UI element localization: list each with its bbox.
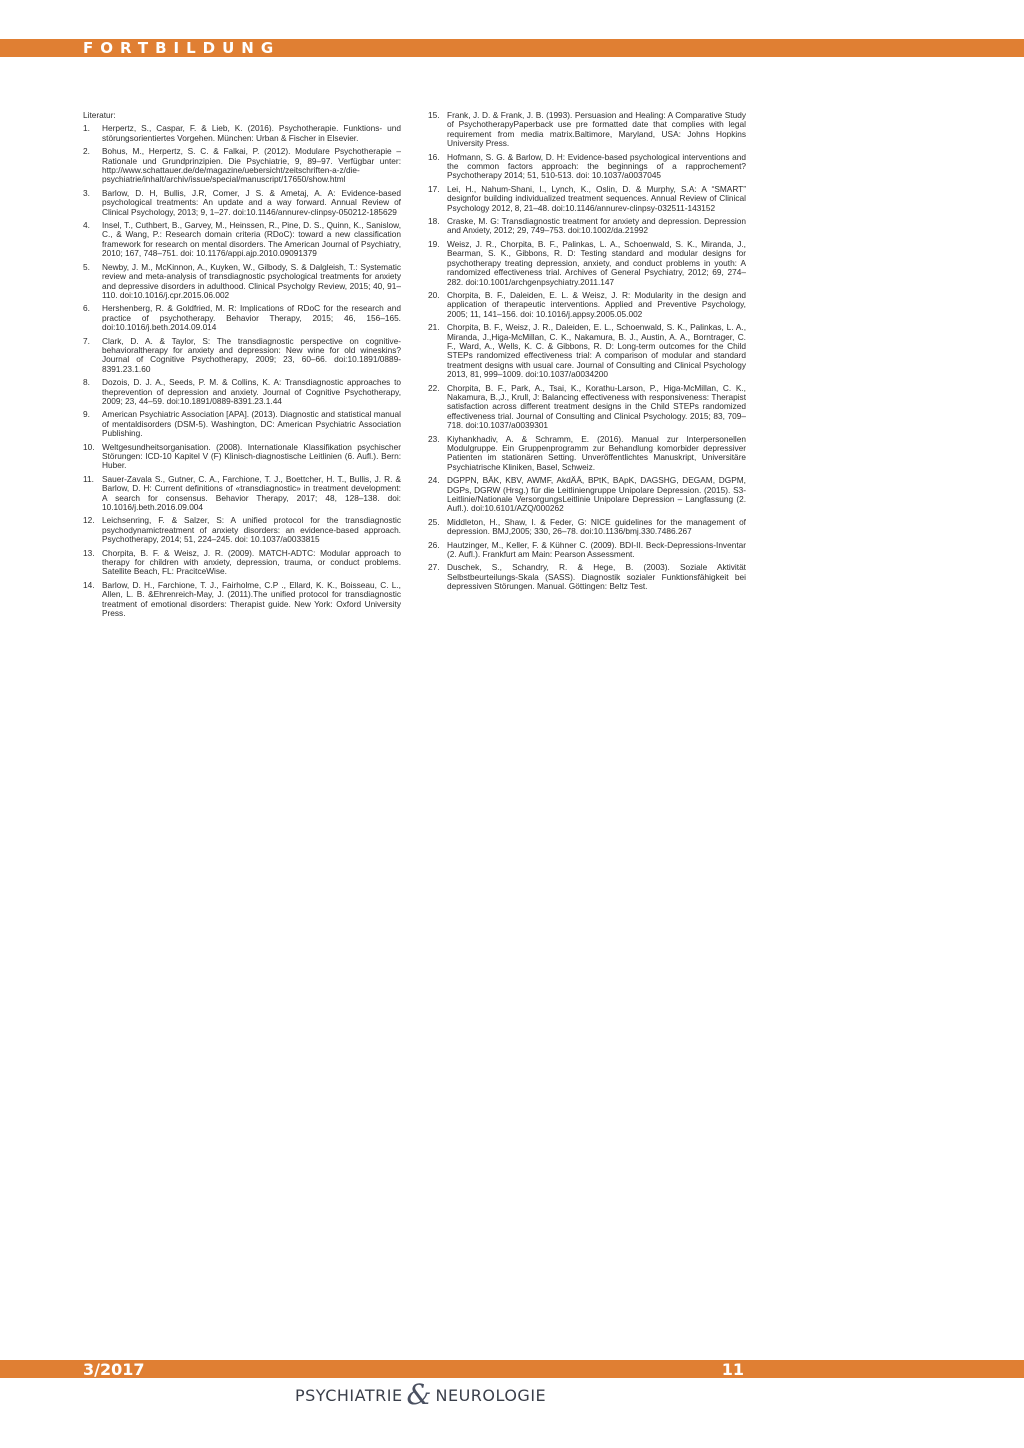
reference-text: Chorpita, B. F., Park, A., Tsai, K., Korathu-Larson, P., Higa-McMillan, C. K., Nakamura, B.,J., Krull, J: Balancing effectiveness with responsiveness: Therapist satisfaction across different treatment designs in the Child STEPs randomized effectiveness trial. Journal of Consulting and Clinical Psychology. 2015; 83, 709–718. doi:10.1037/a0039301 [447, 382, 746, 431]
reference-number: 16. [428, 151, 440, 162]
reference-item [83, 147, 401, 185]
reference-item [83, 221, 401, 259]
reference-text: Kiyhankhadiv, A. & Schramm, E. (2016). Manual zur Interpersonellen Modulgruppe. Ein Gruppenprogramm zur Behandlung komorbider depressiver Patienten im stationären Setting. Unveröffentlichtes Manuskript, Universitäre Psychiatrische Kliniken, Basel, Schweiz. [447, 433, 746, 472]
reference-item [83, 189, 401, 217]
reference-number: 11. [83, 473, 94, 484]
reference-item [83, 410, 401, 438]
reference-number: 9. [83, 409, 90, 420]
reference-text: Newby, J. M., McKinnon, A., Kuyken, W., Gilbody, S. & Dalgleish, T.: Systematic review and meta-analysis of transdiagnostic psychological treatments for anxiety and depressive disorders in adulthood. Clinical Psycholgy Review, 2015; 40, 91–110. doi:10.1016/j.cpr.2015.06.002 [102, 261, 401, 300]
reference-number: 17. [428, 183, 440, 194]
reference-text: Weisz, J. R., Chorpita, B. F., Palinkas, L. A., Schoenwald, S. K., Miranda, J., Bearman, S. K., Gibbons, R. D: Testing standard and modular designs for psychotherapy treating depression, anxiety, and conduct problems in youth: A randomized effectiveness trial. Archives of General Psychiatry, 2012; 69, 274–282. doi:10.1001/archgenpsychiatry.2011.147 [447, 238, 746, 287]
reference-number: 26. [428, 539, 440, 550]
reference-number: 2. [83, 146, 90, 157]
reference-text: Chorpita, B. F., Daleiden, E. L. & Weisz, J. R: Modularity in the design and application of therapeutic interventions. Applied and Preventive Psychology, 2005; 11, 141–156. doi: 10.1016/j.appsy.2005.05.002 [447, 289, 746, 319]
reference-text: American Psychiatric Association [APA]. (2013). Diagnostic and statistical manual of mentaldisorders (DSM-5). Washington, DC: American Psychiatric Association Publishing. [102, 409, 401, 439]
reference-number: 6. [83, 303, 90, 314]
reference-number: 10. [83, 441, 95, 452]
reference-text: Weltgesundheitsorganisation. (2008). Internationale Klassifikation psychischer Störungen: ICD-10 Kapitel V (F) Klinisch-diagnostische Leitlinien (6. Aufl.). Bern: Huber. [102, 441, 401, 471]
reference-text: Craske, M. G: Transdiagnostic treatment for anxiety and depression. Depression and Anxiety, 2012; 29, 749–753. doi:10.1002/da.21992 [447, 216, 746, 236]
reference-item [83, 443, 401, 471]
reference-text: Herpertz, S., Caspar, F. & Lieb, K. (2016). Psychotherapie. Funktions- und störungsorientiertes Vorgehen. München: Urban & Fischer in Elsevier. [102, 123, 401, 143]
reference-number: 5. [83, 261, 90, 272]
reference-text: Middleton, H., Shaw, I. & Feder, G: NICE guidelines for the management of depression. BMJ,2005; 330, 26–78. doi:10.1136/bmj.330.7486.267 [447, 516, 746, 537]
reference-item [83, 549, 401, 577]
reference-number: 14. [83, 579, 95, 590]
reference-item [428, 291, 746, 319]
reference-text: DGPPN, BÄK, KBV, AWMF, AkdÄÄ, BPtK, BApK, DAGSHG, DEGAM, DGPM, DGPs, DGRW (Hrsg.) für die Leitliniengruppe Unipolare Depression. (2015). S3-Leitlinie/Nationale VersorgungsLeitlinie Unipolare Depression – Langfassung (2. Aufl.). doi:10.6101/AZQ/000262 [447, 475, 746, 514]
reference-text: Clark, D. A. & Taylor, S: The transdiagnostic perspective on cognitive-behavioraltherapy for anxiety and depression: New wine for old wineskins? Journal of Cognitive Psychotherapy, 2009; 23, 60–66. doi:10.1891/0889-8391.23.1.60 [102, 335, 401, 374]
section-title: FORTBILDUNG [83, 39, 281, 57]
page-number: 11 [721, 1360, 744, 1379]
reference-number: 25. [428, 516, 440, 527]
reference-item [83, 475, 401, 513]
reference-text: Chorpita, B. F., Weisz, J. R., Daleiden, E. L., Schoenwald, S. K., Palinkas, L. A., Miranda, J.,Higa-McMillan, C. K., Nakamura, B. J., Austin, A. A., Borntrager, C. F., Ward, A., Wells, K. C. & Gibbons, R. D: Long-term outcomes for the Child STEPs randomized effectiveness trial: A comparison of modular and standard treatment designs with usual care. Journal of Consulting and Clinical Psychology 2013, 81, 999–1009. doi:10.1037/a0034200 [447, 322, 746, 380]
journal-ampersand: & [406, 1378, 432, 1411]
journal-logo [295, 1380, 546, 1410]
reference-number: 22. [428, 382, 440, 393]
reference-item [428, 111, 746, 149]
reference-text: Hautzinger, M., Keller, F. & Kühner C. (2009). BDI-II. Beck-Depressions-Inventar (2. Aufl.). Frankfurt am Main: Pearson Assessment. [447, 539, 746, 560]
issue-number: 3/2017 [83, 1360, 145, 1379]
reference-list-right [428, 111, 746, 592]
reference-text: Lei, H., Nahum-Shani, I., Lynch, K., Oslin, D. & Murphy, S.A: A “SMART” designfor building individualized treatment sequences. Annual Review of Clinical Psychology 2012, 8, 21–48. doi:10.1146/annurev-clinpsy-032511-143152 [447, 183, 746, 213]
reference-number: 20. [428, 289, 440, 300]
reference-text: Barlow, D. H., Farchione, T. J., Fairholme, C.P ., Ellard, K. K., Boisseau, C. L., Allen, L. B. &Ehrenreich-May, J. (2011).The unified protocol for transdiagnostic treatment of emotional disorders: Therapist guide. New York: Oxford University Press. [102, 579, 401, 619]
reference-number: 21. [428, 322, 440, 333]
reference-text: Frank, J. D. & Frank, J. B. (1993). Persuasion and Healing: A Comparative Study of PsychotherapyPaperback use pre formatted date that complies with legal requirement from media matrix.Baltimore, Maryland, USA: Johns Hopkins University Press. [447, 110, 746, 149]
reference-item [428, 185, 746, 213]
references-right-column [428, 111, 746, 596]
reference-item [428, 563, 746, 591]
reference-item [428, 240, 746, 287]
reference-number: 24. [428, 475, 440, 486]
reference-number: 13. [83, 547, 95, 558]
footer-bar [0, 1360, 1024, 1378]
reference-item [428, 384, 746, 431]
reference-item [83, 337, 401, 375]
reference-number: 7. [83, 335, 90, 346]
reference-list-left [83, 124, 401, 618]
references-left-column [83, 111, 401, 623]
reference-number: 3. [83, 187, 90, 198]
reference-item [83, 124, 401, 143]
reference-item [83, 516, 401, 544]
reference-number: 4. [83, 220, 90, 231]
reference-item [428, 476, 746, 514]
reference-item [83, 263, 401, 301]
reference-text: Sauer-Zavala S., Gutner, C. A., Farchione, T. J., Boettcher, H. T., Bullis, J. R. & Barlow, D. H: Current definitions of «transdiagnostic» in treatment development: A search for consensus. Behavior Therapy, 2017; 48, 128–138. doi: 10.1016/j.beth.2016.09.004 [102, 473, 401, 513]
reference-number: 8. [83, 377, 90, 388]
reference-item [428, 153, 746, 181]
reference-item [83, 378, 401, 406]
reference-text: Bohus, M., Herpertz, S. C. & Falkai, P. (2012). Modulare Psychotherapie – Rationale und Grundprinzipien. Die Psychiatrie, 9, 89–97. Verfügbar unter: http://www.schattauer.de/de/magazine/uebersicht/zeitschriften-a-z/die-psychiatrie/inhalt/archiv/issue/special/manuscript/17650/show.html [102, 146, 401, 185]
reference-item [83, 304, 401, 332]
reference-number: 1. [83, 123, 90, 134]
reference-text: Barlow, D. H, Bullis, J.R, Comer, J S. & Ametaj, A. A: Evidence-based psychological treatments: An update and a way forward. Annual Review of Clinical Psychology, 2013; 9, 1–27. doi:10.1146/annurev-clinpsy-050212-185629 [102, 187, 401, 217]
reference-item [428, 217, 746, 236]
reference-item [428, 541, 746, 560]
reference-item [428, 518, 746, 537]
reference-text: Hershenberg, R. & Goldfried, M. R: Implications of RDoC for the research and practice of psychotherapy. Behavior Therapy, 2015; 46, 156–165. doi:10.1016/j.beth.2014.09.014 [102, 303, 401, 333]
reference-item [83, 581, 401, 619]
journal-name-part2: NEUROLOGIE [435, 1385, 547, 1405]
reference-number: 27. [428, 562, 440, 573]
reference-text: Chorpita, B. F. & Weisz, J. R. (2009). MATCH-ADTC: Modular approach to therapy for children with anxiety, depression, trauma, or conduct problems. Satellite Beach, FL: PracitceWise. [102, 547, 401, 577]
journal-name-part1: PSYCHIATRIE [295, 1385, 403, 1405]
reference-number: 18. [428, 216, 440, 227]
reference-item [428, 323, 746, 379]
reference-number: 19. [428, 238, 440, 249]
reference-number: 12. [83, 515, 95, 526]
reference-number: 23. [428, 433, 440, 444]
references-heading: Literatur: [83, 110, 116, 120]
reference-text: Hofmann, S. G. & Barlow, D. H: Evidence-based psychological interventions and the common factors approach: the beginnings of a rapprochement? Psychotherapy 2014; 51, 510-513. doi: 10.1037/a0037045 [447, 151, 746, 181]
reference-text: Duschek, S., Schandry, R. & Hege, B. (2003). Soziale Aktivität Selbstbeurteilungs-Skala (SASS). Diagnostik sozialer Funktionsfähigkeit bei depressiven Störungen. Manual. Göttingen: Beltz Test. [447, 562, 746, 592]
reference-text: Leichsenring, F. & Salzer, S: A unified protocol for the transdiagnostic psychodynamictreatment of anxiety disorders: an evidence-based approach. Psychotherapy, 2014; 51, 224–245. doi: 10.1037/a0033815 [102, 515, 401, 545]
reference-item [428, 435, 746, 473]
reference-number: 15. [428, 110, 440, 120]
reference-text: Dozois, D. J. A., Seeds, P. M. & Collins, K. A: Transdiagnostic approaches to theprevention of depression and anxiety. Journal of Cognitive Psychotherapy, 2009; 23, 44–59. doi:10.1891/0889-8391.23.1.44 [102, 377, 401, 406]
reference-text: Insel, T., Cuthbert, B., Garvey, M., Heinssen, R., Pine, D. S., Quinn, K., Sanislow, C., & Wang, P.: Research domain criteria (RDoC): toward a new classification framework for research on mental disorders. The American Journal of Psychiatry, 2010; 167, 748–751. doi: 10.1176/appi.ajp.2010.09091379 [102, 220, 401, 259]
